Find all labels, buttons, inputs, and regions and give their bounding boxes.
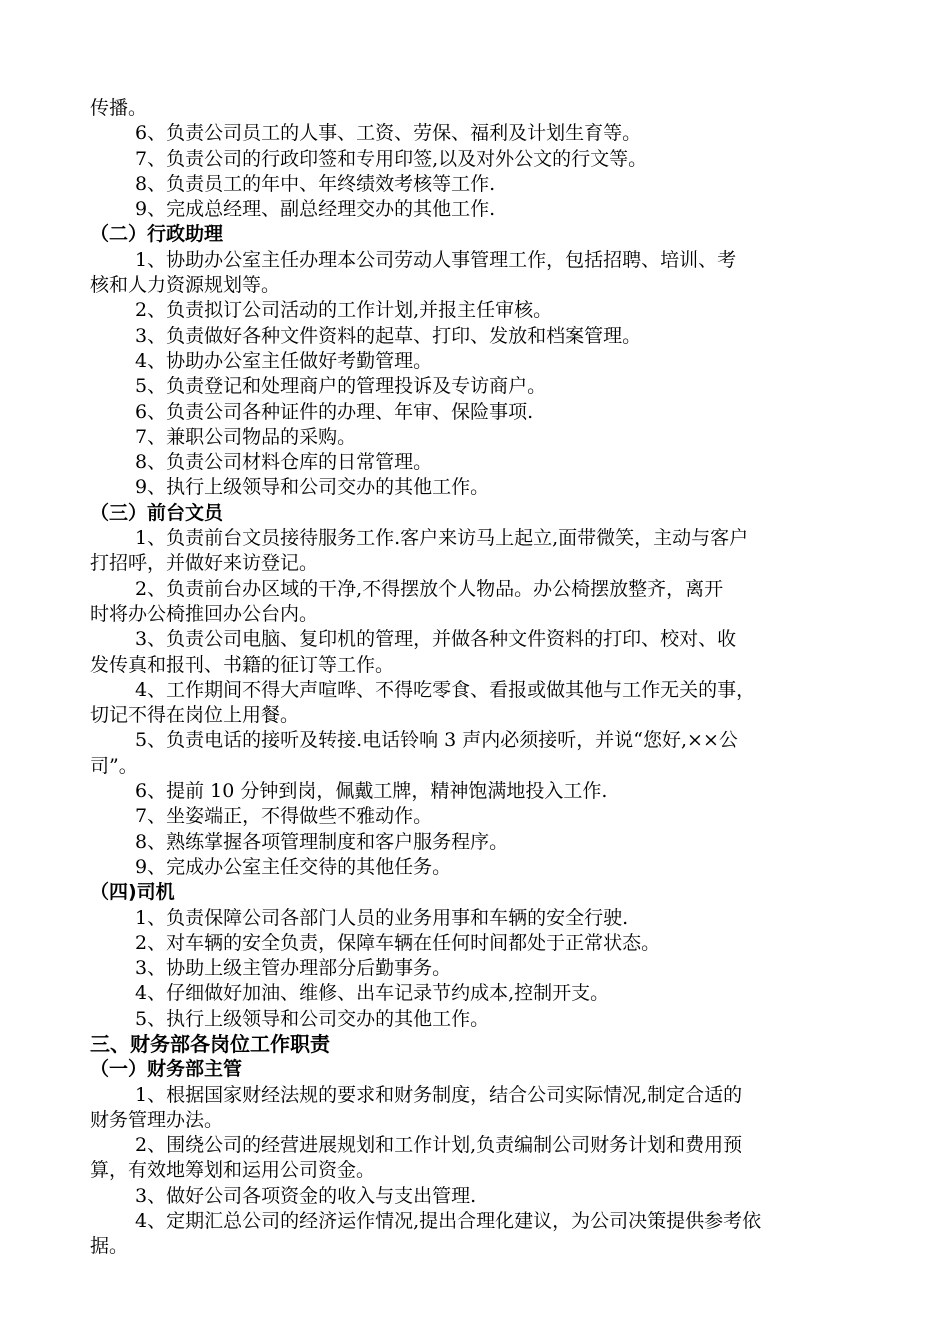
list-item: 2、负责前台办区域的干净,不得摆放个人物品。办公椅摆放整齐，离开 [135,577,724,600]
list-item: 5、负责登记和处理商户的管理投诉及专访商户。 [135,375,547,398]
list-item: 8、负责员工的年中、年终绩效考核等工作. [135,172,496,195]
section-subheading: （一）财务部主管 [90,1058,243,1081]
list-item: 1、协助办公室主任办理本公司劳动人事管理工作，包括招聘、培训、考 [135,248,737,271]
continuation-line: 发传真和报刊、书籍的征订等工作。 [90,653,395,676]
list-item: 9、完成总经理、副总经理交办的其他工作. [135,198,496,221]
continuation-line: 核和人力资源规划等。 [90,274,281,297]
list-item: 7、负责公司的行政印签和专用印签,以及对外公文的行文等。 [135,147,648,170]
list-item: 1、负责前台文员接待服务工作.客户来访马上起立,面带微笑，主动与客户 [135,527,749,550]
section-heading: 三、财务部各岗位工作职责 [90,1031,330,1056]
continuation-line: 时将办公椅推回办公台内。 [90,602,319,625]
list-item: 4、协助办公室主任做好考勤管理。 [135,349,433,372]
section-subheading: （二）行政助理 [90,223,224,246]
list-item: 4、仔细做好加油、维修、出车记录节约成本,控制开支。 [135,982,610,1005]
list-item: 8、负责公司材料仓库的日常管理。 [135,451,433,474]
list-item: 6、提前 10 分钟到岗，佩戴工牌，精神饱满地投入工作. [135,780,608,803]
list-item: 1、负责保障公司各部门人员的业务用事和车辆的安全行驶. [135,906,629,929]
continuation-line: 算，有效地筹划和运用公司资金。 [90,1159,376,1182]
document-body [90,96,862,1260]
list-item: 3、做好公司各项资金的收入与支出管理. [135,1184,477,1207]
list-item: 5、执行上级领导和公司交办的其他工作。 [135,1007,490,1030]
continuation-line: 司”。 [90,754,138,777]
list-item: 6、负责公司员工的人事、工资、劳保、福利及计划生育等。 [135,122,642,145]
list-item: 9、执行上级领导和公司交办的其他工作。 [135,476,490,499]
list-item: 1、根据国家财经法规的要求和财务制度，结合公司实际情况,制定合适的 [135,1083,743,1106]
list-item: 3、负责公司电脑、复印机的管理，并做各种文件资料的打印、校对、收 [135,628,737,651]
list-item: 5、负责电话的接听及转接.电话铃响 3 声内必须接听，并说“您好,××公 [135,729,738,752]
list-item: 4、定期汇总公司的经济运作情况,提出合理化建议，为公司决策提供参考依 [135,1210,762,1233]
list-item: 2、围绕公司的经营进展规划和工作计划,负责编制公司财务计划和费用预 [135,1134,743,1157]
list-item: 6、负责公司各种证件的办理、年审、保险事项. [135,400,534,423]
list-item: 3、协助上级主管办理部分后勤事务。 [135,957,452,980]
continuation-line: 据。 [90,1235,129,1258]
section-subheading: （三）前台文员 [90,501,224,524]
list-item: 7、兼职公司物品的采购。 [135,425,357,448]
continuation-line: 打招呼，并做好来访登记。 [90,552,319,575]
list-item: 7、坐姿端正，不得做些不雅动作。 [135,805,433,828]
list-item: 8、熟练掌握各项管理制度和客户服务程序。 [135,830,509,853]
list-item: 3、负责做好各种文件资料的起草、打印、发放和档案管理。 [135,324,642,347]
list-item: 4、工作期间不得大声喧哗、不得吃零食、看报或做其他与工作无关的事， [135,678,756,701]
list-item: 9、完成办公室主任交待的其他任务。 [135,855,452,878]
section-subheading: （四)司机 [90,881,175,904]
continuation-line: 切记不得在岗位上用餐。 [90,704,300,727]
continuation-line: 传播。 [90,97,148,119]
list-item: 2、负责拟订公司活动的工作计划,并报主任审核。 [135,299,553,322]
list-item: 2、对车辆的安全负责，保障车辆在任何时间都处于正常状态。 [135,931,661,954]
continuation-line: 财务管理办法。 [90,1108,224,1131]
